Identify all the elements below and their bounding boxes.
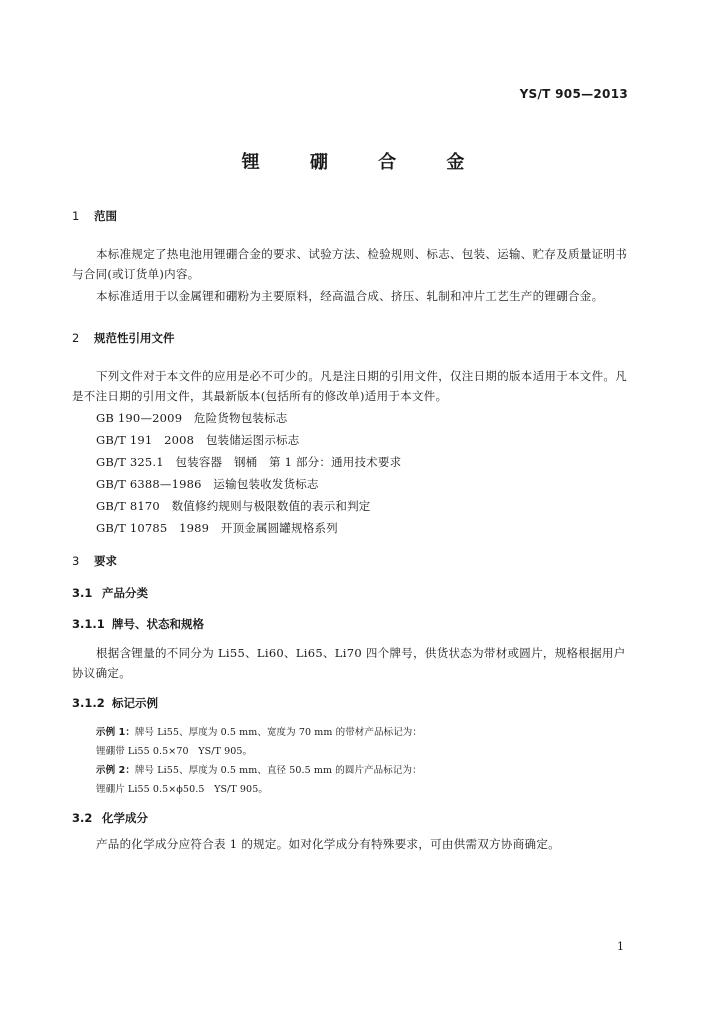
example-text: 牌号 Li55、厚度为 0.5 mm、直径 50.5 mm 的圆片产品标记为： <box>134 765 422 776</box>
reference-item: GB/T 10785 1989 开顶金属圆罐规格系列 <box>96 521 338 535</box>
section-number: 1 <box>72 209 80 223</box>
section-1-paragraph-1: 本标准规定了热电池用锂硼合金的要求、试验方法、检验规则、标志、包装、运输、贮存及质量证明书与合同(或订货单)内容。 <box>72 247 627 281</box>
section-3-1-2-heading <box>72 695 158 711</box>
reference-item: GB 190—2009 危险货物包装标志 <box>96 411 288 425</box>
page-number: 1 <box>617 940 624 953</box>
example-label: 示例 1： <box>96 727 135 738</box>
reference-item: GB/T 325.1 包装容器 钢桶 第 1 部分：通用技术要求 <box>96 455 402 469</box>
section-title: 范围 <box>94 209 117 223</box>
section-number: 2 <box>72 331 80 345</box>
section-3-2-heading <box>72 810 148 826</box>
example-text: 锂硼片 Li55 0.5×ϕ50.5 YS/T 905。 <box>96 784 268 795</box>
section-number: 3.1.2 <box>72 696 105 710</box>
section-number: 3.1 <box>72 586 93 600</box>
example-line <box>96 781 268 795</box>
section-2-heading <box>72 330 175 346</box>
section-title: 产品分类 <box>102 586 148 600</box>
section-title: 牌号、状态和规格 <box>112 617 204 631</box>
section-3-1-1-paragraph: 根据含锂量的不同分为 Li55、Li60、Li65、Li70 四个牌号，供货状态为带材或圆片，规格根据用户协议确定。 <box>72 646 626 680</box>
example-label: 示例 2： <box>96 765 135 776</box>
section-title: 化学成分 <box>102 811 148 825</box>
section-3-1-1-heading <box>72 616 204 632</box>
section-1-paragraph-2: 本标准适用于以金属锂和硼粉为主要原料，经高温合成、挤压、轧制和冲片工艺生产的锂硼合金。 <box>96 289 604 303</box>
reference-item: GB/T 191 2008 包装储运图示标志 <box>96 433 300 447</box>
section-2-paragraph: 下列文件对于本文件的应用是必不可少的。凡是注日期的引用文件，仅注日期的版本适用于本文件。凡是不注日期的引用文件，其最新版本(包括所有的修改单)适用于本文件。 <box>72 369 627 403</box>
standard-code: YS/T 905—2013 <box>519 87 628 101</box>
document-title: 锂 硼 合 金 <box>241 152 487 173</box>
section-1-heading <box>72 208 117 224</box>
example-text: 牌号 Li55、厚度为 0.5 mm、宽度为 70 mm 的带材产品标记为： <box>134 727 423 738</box>
section-title: 标记示例 <box>112 696 158 710</box>
example-line <box>96 724 422 738</box>
section-number: 3 <box>72 554 80 568</box>
section-number: 3.1.1 <box>72 617 105 631</box>
section-3-1-heading <box>72 585 148 601</box>
example-line <box>96 743 252 757</box>
example-text: 锂硼带 Li55 0.5×70 YS/T 905。 <box>96 746 253 757</box>
example-line <box>96 762 422 776</box>
reference-item: GB/T 8170 数值修约规则与极限数值的表示和判定 <box>96 499 371 513</box>
section-number: 3.2 <box>72 811 93 825</box>
section-3-heading <box>72 553 117 569</box>
reference-item: GB/T 6388—1986 运输包装收发货标志 <box>96 477 319 491</box>
section-3-2-paragraph: 产品的化学成分应符合表 1 的规定。如对化学成分有特殊要求，可由供需双方协商确定。 <box>96 837 560 851</box>
section-title: 要求 <box>94 554 117 568</box>
section-title: 规范性引用文件 <box>94 331 175 345</box>
